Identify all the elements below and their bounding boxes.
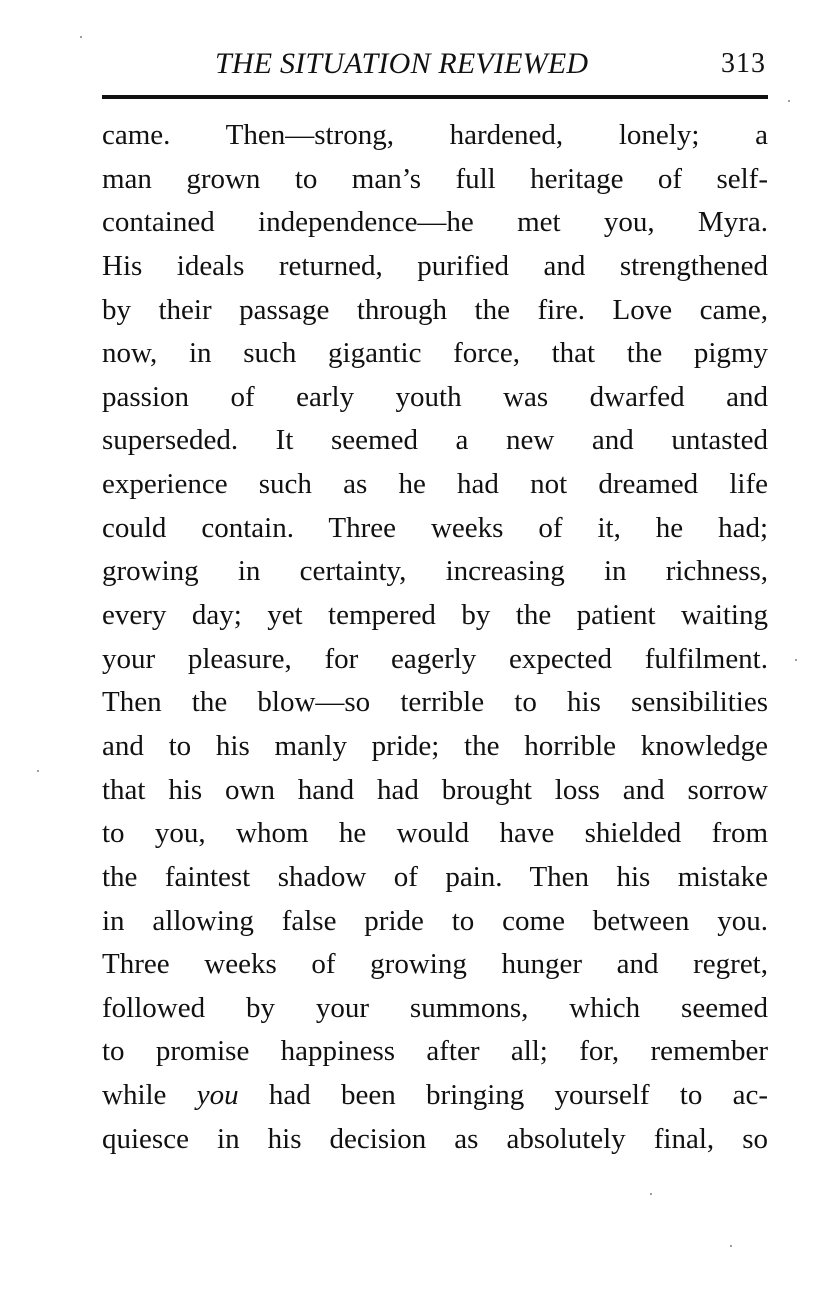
text-line-final: quiesce in his decision as absolutely final, so (102, 1122, 768, 1155)
text-line: that his own hand had brought loss and sorrow (102, 773, 768, 806)
text-line: the faintest shadow of pain. Then his mistake (102, 860, 768, 893)
paper-speck (730, 1245, 732, 1247)
body-text (102, 114, 768, 1161)
text-line: in allowing false pride to come between you. (102, 904, 768, 937)
paper-speck (80, 36, 82, 38)
header-rule (102, 95, 768, 99)
paper-speck (795, 659, 797, 661)
page-number: 313 (721, 48, 766, 79)
text-line: growing in certainty, increasing in richness, (102, 555, 768, 588)
text-line: contained independence—he met you, Myra. (102, 206, 768, 239)
text-line: superseded. It seemed a new and untasted (102, 424, 768, 457)
text-line: Three weeks of growing hunger and regret, (102, 948, 768, 981)
text-line: Then the blow—so terrible to his sensibilities (102, 686, 768, 719)
emphasized-word: you (196, 1079, 239, 1112)
text-line: His ideals returned, purified and strengthened (102, 249, 768, 282)
text-line: and to his manly pride; the horrible knowledge (102, 729, 768, 762)
text-line: your pleasure, for eagerly expected fulfilment. (102, 642, 768, 675)
line-start: while (102, 1079, 167, 1112)
text-line-with-emphasis (102, 1074, 768, 1118)
text-line: every day; yet tempered by the patient waiting (102, 599, 768, 632)
paper-speck (37, 770, 39, 772)
text-line: could contain. Three weeks of it, he had; (102, 511, 768, 544)
text-line: now, in such gigantic force, that the pigmy (102, 337, 768, 370)
text-line: by their passage through the fire. Love came, (102, 293, 768, 326)
text-line: came. Then—strong, hardened, lonely; a (102, 119, 768, 151)
text-line: to you, whom he would have shielded from (102, 817, 768, 850)
line-end: had been bringing yourself to ac- (268, 1079, 769, 1112)
paper-speck (788, 100, 790, 102)
text-line: to promise happiness after all; for, remember (102, 1035, 768, 1068)
running-title: THE SITUATION REVIEWED (215, 47, 589, 80)
text-line: experience such as he had not dreamed life (102, 468, 768, 501)
text-line: passion of early youth was dwarfed and (102, 380, 768, 413)
text-line: followed by your summons, which seemed (102, 991, 768, 1024)
text-line: man grown to man’s full heritage of self- (102, 162, 768, 195)
page-header (102, 42, 768, 86)
paper-speck (650, 1193, 652, 1195)
